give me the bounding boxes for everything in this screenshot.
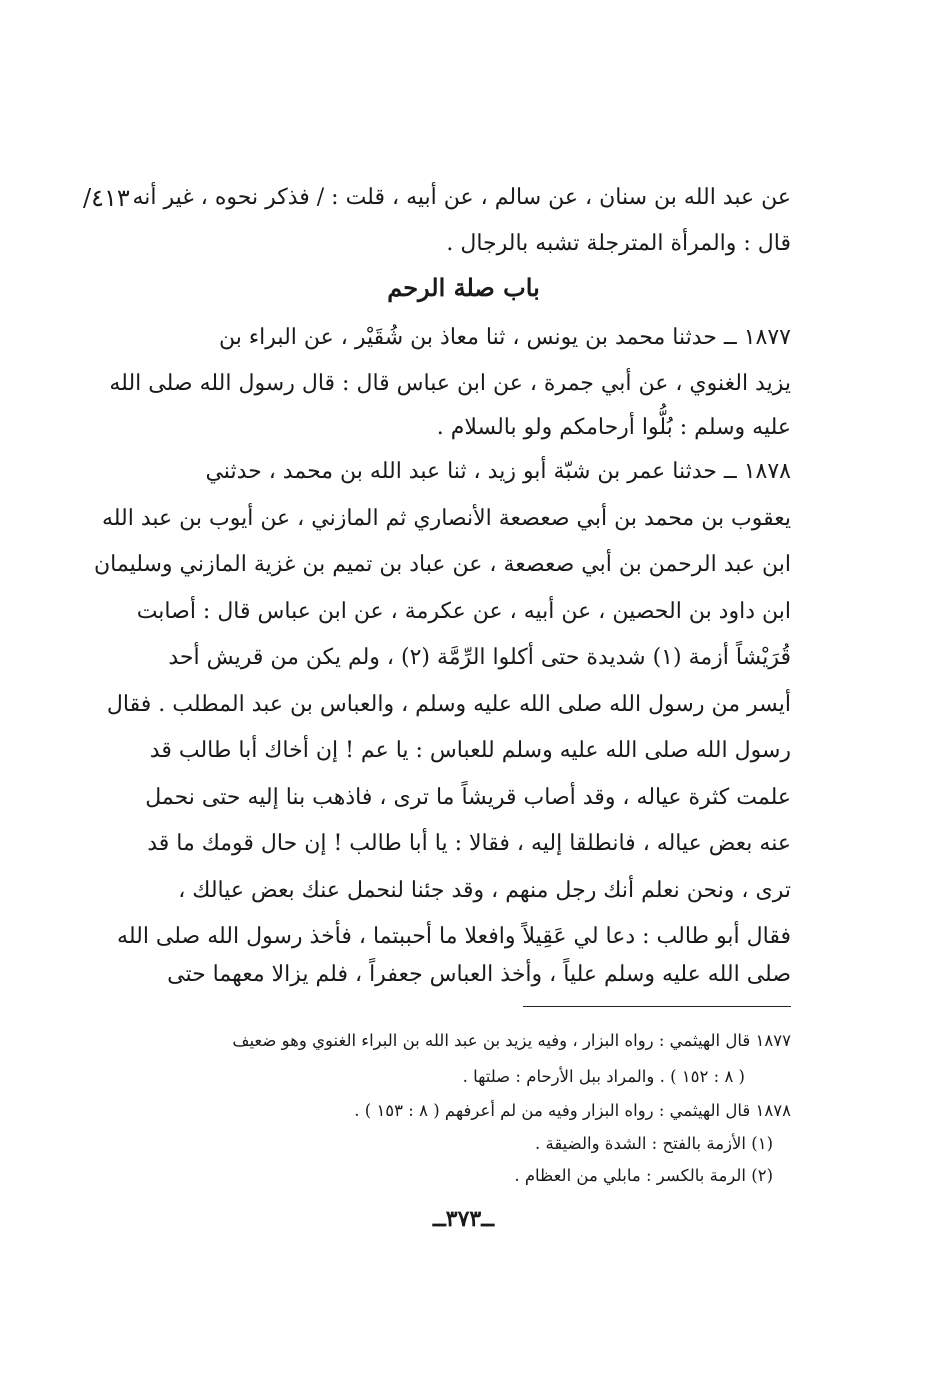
hadith-line: عليه وسلم : بُلُّوا أرحامكم ولو بالسلام .: [436, 415, 791, 440]
footnote-line: ١٨٧٨ قال الهيثمي : رواه البزار وفيه من لم أعرفهم ( ٨ : ١٥٣ ) .: [354, 1101, 791, 1120]
hadith-line: ١٨٧٧ ــ حدثنا محمد بن يونس ، ثنا معاذ بن شُقَيْر ، عن البراء بن: [218, 325, 791, 350]
footnote-line: (١) الأزمة بالفتح : الشدة والضيقة .: [535, 1134, 773, 1153]
footnote-line: ( ٨ : ١٥٢ ) . والمراد ببل الأرحام : صلتها .: [462, 1067, 745, 1086]
chapter-title: باب صلة الرحم: [387, 273, 540, 302]
hadith-line: قُرَيْشاً أزمة (١) شديدة حتى أكلوا الرِّمَّة (٢) ، ولم يكن من قريش أحد: [168, 645, 791, 670]
hadith-line: فقال أبو طالب : دعا لي عَقِيلاً وافعلا ما أحببتما ، فأخذ رسول الله صلى الله: [117, 924, 791, 949]
hadith-line: ابن داود بن الحصين ، عن أبيه ، عن عكرمة ، عن ابن عباس قال : أصابت: [136, 599, 791, 624]
footnote-separator: [523, 1006, 791, 1007]
hadith-line: علمت كثرة عياله ، وقد أصاب قريشاً ما ترى ، فاذهب بنا إليه حتى نحمل: [145, 785, 791, 810]
margin-page-reference: ٤١٣/: [83, 184, 130, 212]
intro-line: عن عبد الله بن سنان ، عن سالم ، عن أبيه ، قلت : / فذكر نحوه ، غير أنه: [132, 185, 791, 210]
hadith-line: عنه بعض عياله ، فانطلقا إليه ، فقالا : يا أبا طالب ! إن حال قومك ما قد: [147, 831, 791, 856]
page-number: ــ٣٧٣ــ: [432, 1206, 495, 1232]
hadith-line: صلى الله عليه وسلم علياً ، وأخذ العباس جعفراً ، فلم يزالا معهما حتى: [167, 962, 791, 987]
footnote-line: ١٨٧٧ قال الهيثمي : رواه البزار ، وفيه يزيد بن عبد الله بن البراء الغنوي وهو ضعيف: [232, 1031, 791, 1050]
hadith-line: ترى ، ونحن نعلم أنك رجل منهم ، وقد جئنا لنحمل عنك بعض عيالك ،: [178, 878, 791, 903]
intro-line: قال : والمرأة المترجلة تشبه بالرجال .: [446, 231, 791, 256]
hadith-line: يعقوب بن محمد بن أبي صعصعة الأنصاري ثم المازني ، عن أيوب بن عبد الله: [101, 506, 791, 531]
hadith-line: ابن عبد الرحمن بن أبي صعصعة ، عن عباد بن تميم بن غزية المازني وسليمان: [94, 552, 791, 577]
hadith-line: يزيد الغنوي ، عن أبي جمرة ، عن ابن عباس قال : قال رسول الله صلى الله: [109, 371, 791, 396]
hadith-line: أيسر من رسول الله صلى الله عليه وسلم ، والعباس بن عبد المطلب . فقال: [106, 692, 791, 717]
hadith-line: رسول الله صلى الله عليه وسلم للعباس : يا عم ! إن أخاك أبا طالب قد: [149, 738, 791, 763]
hadith-line: ١٨٧٨ ــ حدثنا عمر بن شبّة أبو زيد ، ثنا عبد الله بن محمد ، حدثني: [205, 459, 791, 484]
footnote-line: (٢) الرمة بالكسر : مابلي من العظام .: [514, 1166, 773, 1185]
